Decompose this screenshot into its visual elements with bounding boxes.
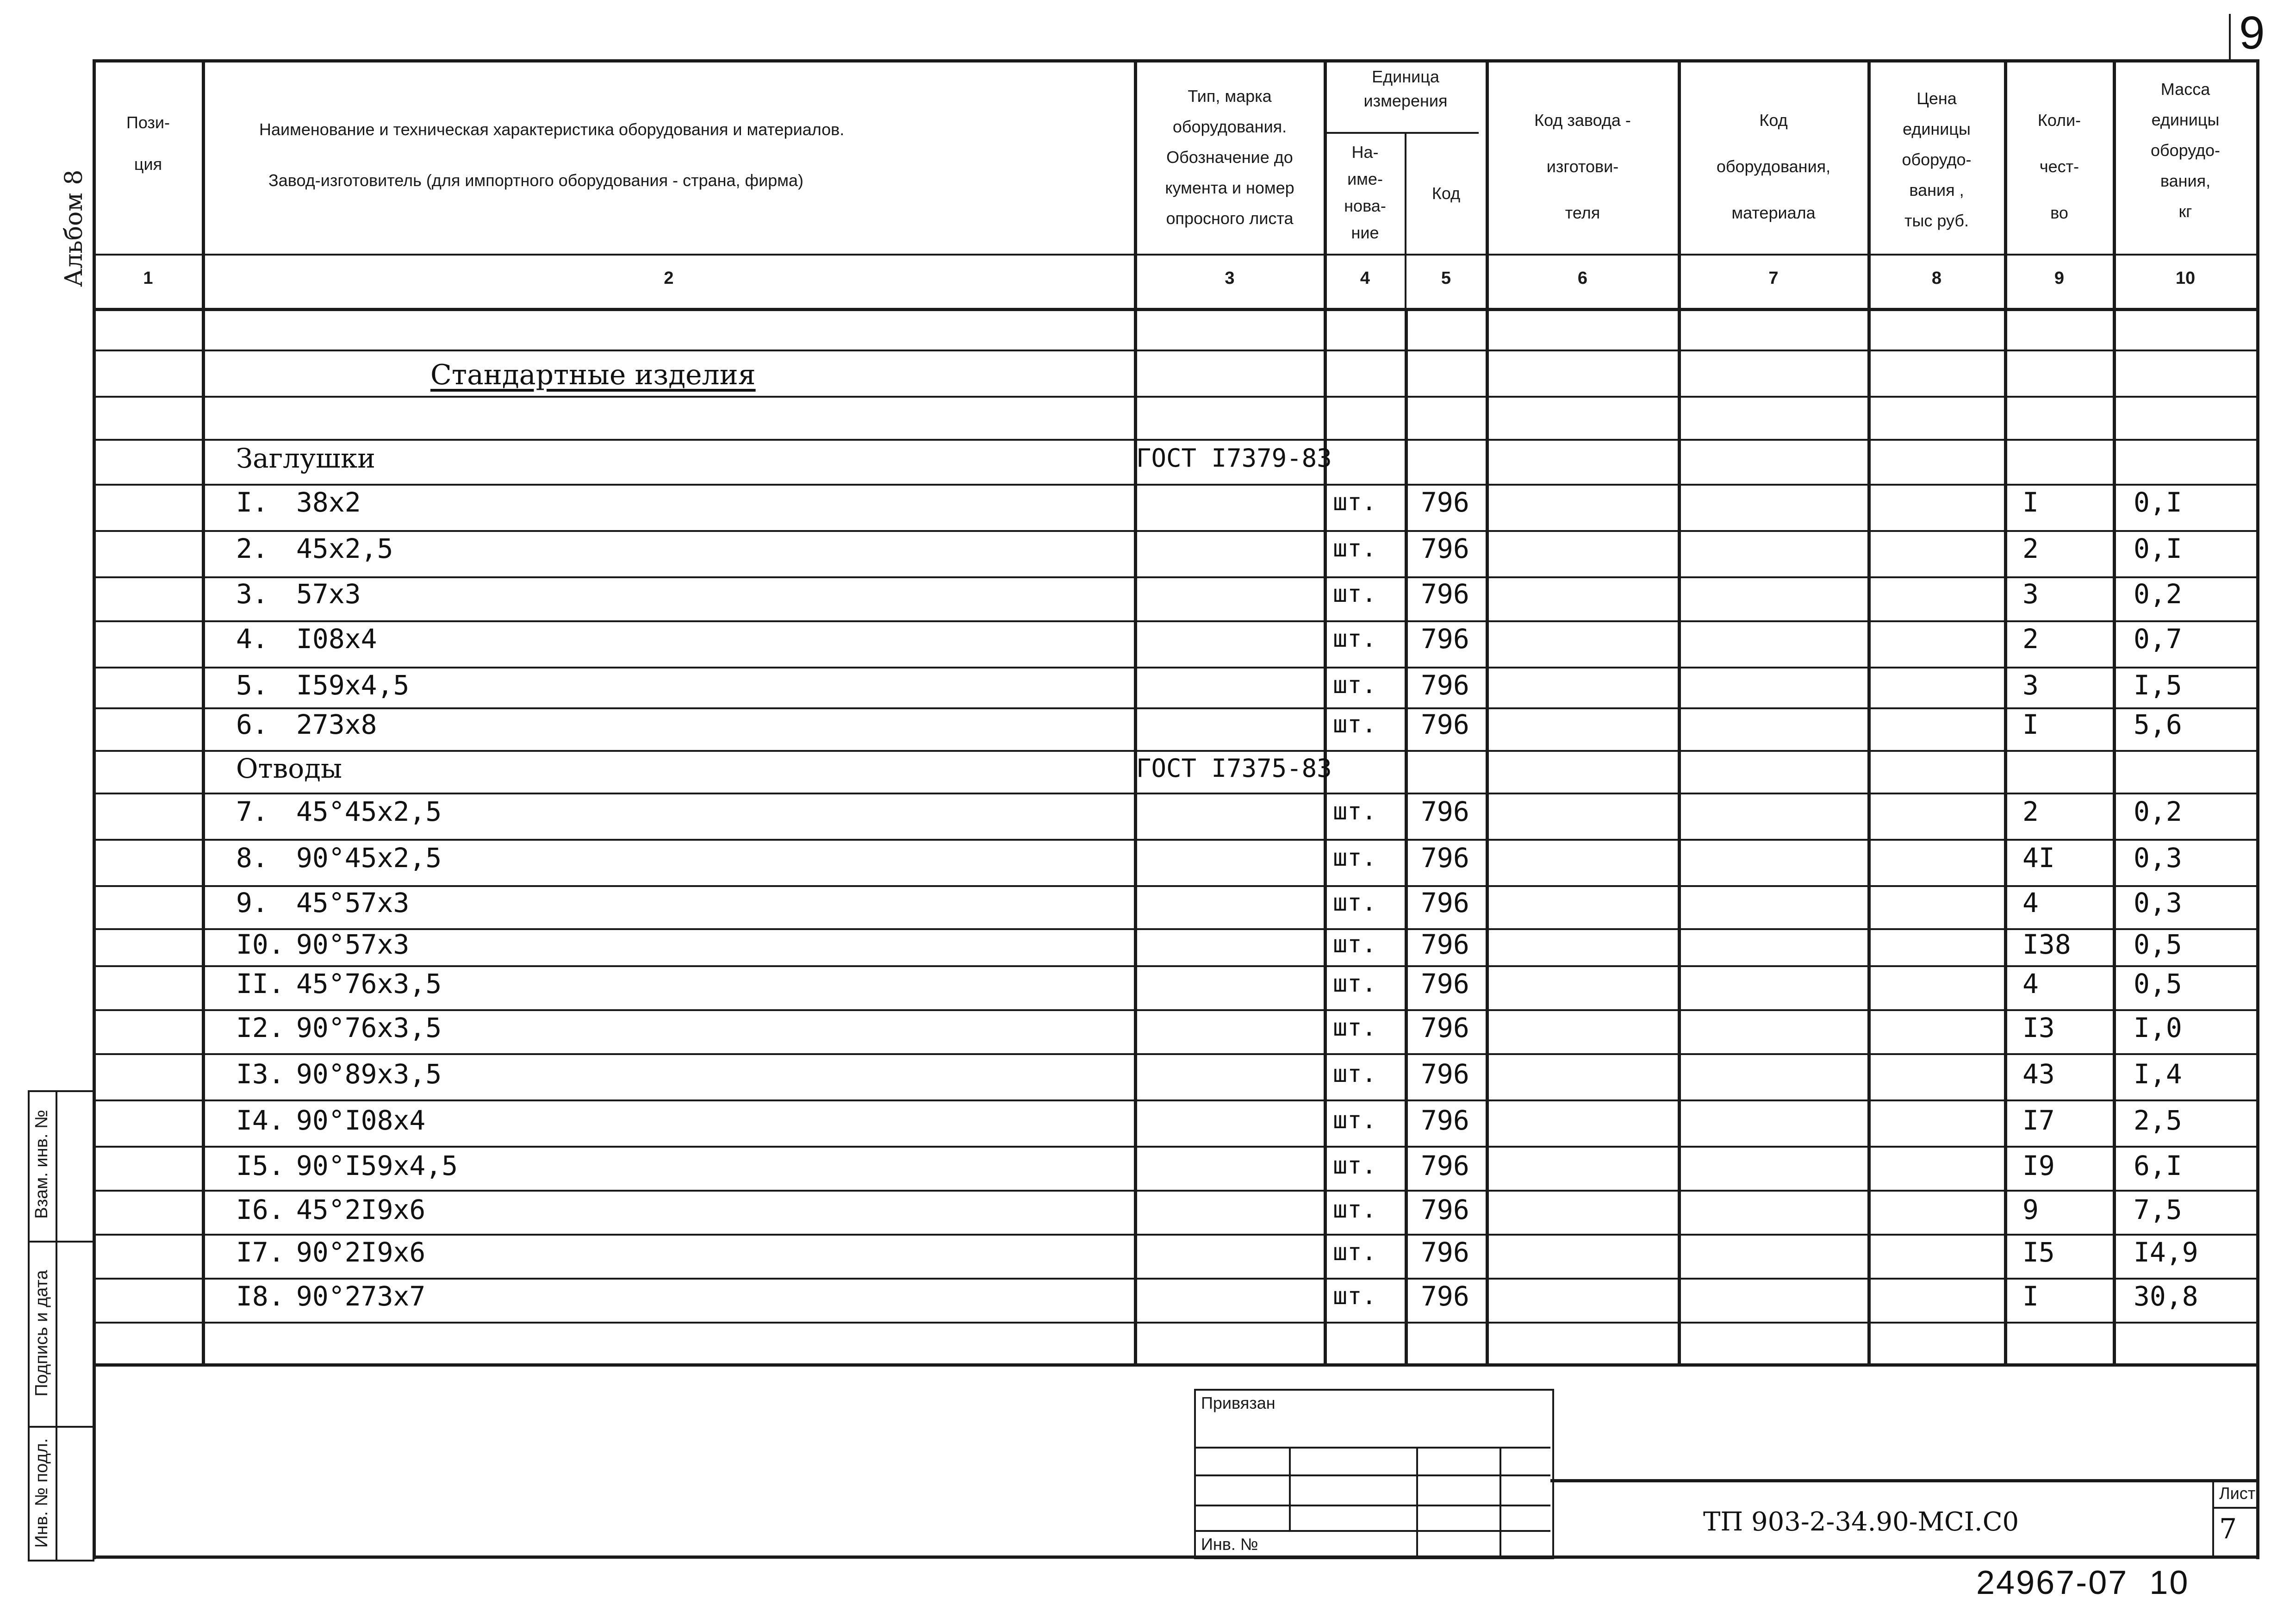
row-unit-code: 796	[1421, 623, 1469, 655]
archive-number: 24967-07 10	[1976, 1564, 2190, 1601]
row-position: I3.	[236, 1058, 285, 1090]
row-unit: шт.	[1333, 1196, 1376, 1224]
row-position: II.	[236, 968, 285, 999]
row-unit: шт.	[1333, 1152, 1376, 1180]
row-unit-code: 796	[1421, 578, 1469, 610]
row-description: 90°76х3,5	[296, 1012, 442, 1043]
col-num-1: 1	[143, 269, 153, 288]
corner-sheet-number: 9	[2239, 7, 2265, 59]
group-standard-bends: ГОСТ I7375-83	[1136, 754, 1332, 783]
row-unit-code: 796	[1421, 1280, 1469, 1312]
row-mass: 30,8	[2134, 1280, 2198, 1312]
hdr-factory-code-2: изготови-	[1546, 157, 1619, 176]
row-mass: I,0	[2134, 1012, 2182, 1043]
row-mass: 0,2	[2134, 796, 2182, 827]
row-unit: шт.	[1333, 1014, 1376, 1042]
hdr-factory-code-1: Код завода -	[1534, 111, 1631, 130]
hdr-position-1: Пози-	[126, 113, 170, 132]
row-quantity: I3	[2022, 1012, 2055, 1043]
hdr-unit-name-1: На-	[1351, 143, 1379, 162]
document-designation: ТП 903-2-34.90-МСI.С0	[1703, 1507, 2019, 1537]
col-num-8: 8	[1931, 269, 1942, 288]
hdr-unit-2: измерения	[1363, 91, 1448, 110]
inv-podl-label: Инв. № подл.	[32, 1438, 51, 1548]
row-quantity: 2	[2022, 623, 2039, 655]
hdr-quantity-3: во	[2050, 203, 2068, 222]
row-mass: 2,5	[2134, 1105, 2182, 1136]
sheet-label: Лист	[2219, 1484, 2256, 1503]
row-mass: 5,6	[2134, 709, 2182, 740]
row-description: 90°57х3	[296, 929, 410, 960]
row-description: 273х8	[296, 709, 377, 740]
col-num-5: 5	[1441, 269, 1451, 288]
row-position: 4.	[236, 623, 268, 655]
row-description: 38х2	[296, 487, 361, 518]
hdr-equipment-code-3: материала	[1731, 203, 1816, 222]
row-quantity: 4I	[2022, 842, 2055, 874]
vzam-inv-label: Взам. инв. №	[32, 1110, 51, 1219]
row-position: I6.	[236, 1194, 285, 1225]
row-mass: 7,5	[2134, 1194, 2182, 1225]
row-mass: 0,3	[2134, 887, 2182, 918]
hdr-type-4: кумента и номер	[1165, 178, 1294, 197]
row-quantity: 4	[2022, 968, 2039, 999]
row-quantity: I5	[2022, 1237, 2055, 1268]
row-unit: шт.	[1333, 844, 1376, 872]
hdr-quantity-1: Коли-	[2037, 111, 2081, 130]
row-unit-code: 796	[1421, 842, 1469, 874]
col-num-2: 2	[664, 269, 674, 288]
hdr-unit-name-4: ние	[1351, 223, 1379, 242]
row-mass: I,5	[2134, 669, 2182, 701]
hdr-type-2: оборудования.	[1172, 117, 1287, 136]
row-unit-code: 796	[1421, 1194, 1469, 1225]
col-num-10: 10	[2175, 269, 2196, 288]
row-position: 6.	[236, 709, 268, 740]
row-unit-code: 796	[1421, 1058, 1469, 1090]
hdr-type-3: Обозначение до	[1166, 148, 1293, 167]
row-quantity: 4	[2022, 887, 2039, 918]
row-quantity: 3	[2022, 669, 2039, 701]
hdr-equipment-code-1: Код	[1759, 111, 1788, 130]
row-unit: шт.	[1333, 711, 1376, 738]
col-num-3: 3	[1225, 269, 1235, 288]
row-unit-code: 796	[1421, 1237, 1469, 1268]
hdr-unit-code: Код	[1431, 184, 1461, 203]
row-position: I2.	[236, 1012, 285, 1043]
stamp-inv-label: Инв. №	[1201, 1535, 1258, 1554]
row-unit-code: 796	[1421, 533, 1469, 564]
row-mass: 0,I	[2134, 533, 2182, 564]
hdr-price-5: тыс руб.	[1904, 211, 1969, 230]
hdr-mass-1: Масса	[2160, 80, 2210, 99]
col-num-7: 7	[1768, 269, 1779, 288]
group-standard-plugs: ГОСТ I7379-83	[1136, 443, 1332, 473]
row-unit-code: 796	[1421, 1105, 1469, 1136]
row-unit-code: 796	[1421, 968, 1469, 999]
hdr-quantity-2: чест-	[2039, 157, 2079, 176]
row-position: I4.	[236, 1105, 285, 1136]
row-unit: шт.	[1333, 1106, 1376, 1134]
row-quantity: 2	[2022, 533, 2039, 564]
row-position: I8.	[236, 1280, 285, 1312]
row-mass: I4,9	[2134, 1237, 2198, 1268]
row-quantity: 3	[2022, 578, 2039, 610]
row-unit: шт.	[1333, 535, 1376, 562]
row-position: 7.	[236, 796, 268, 827]
row-unit: шт.	[1333, 625, 1376, 653]
row-position: 5.	[236, 669, 268, 701]
row-description: 90°89х3,5	[296, 1058, 442, 1090]
row-mass: 0,2	[2134, 578, 2182, 610]
row-description: I08х4	[296, 623, 377, 655]
row-quantity: I9	[2022, 1150, 2055, 1181]
row-quantity: 2	[2022, 796, 2039, 827]
podpis-data-label: Подпись и дата	[32, 1270, 51, 1397]
row-description: 90°273х7	[296, 1280, 426, 1312]
attached-label: Привязан	[1201, 1393, 1276, 1412]
row-description: 45°45х2,5	[296, 796, 442, 827]
row-unit: шт.	[1333, 580, 1376, 608]
row-unit: шт.	[1333, 488, 1376, 516]
row-unit-code: 796	[1421, 1012, 1469, 1043]
hdr-mass-4: вания,	[2160, 171, 2211, 190]
row-position: 2.	[236, 533, 268, 564]
row-unit: шт.	[1333, 889, 1376, 917]
row-unit-code: 796	[1421, 1150, 1469, 1181]
row-description: 90°I08х4	[296, 1105, 426, 1136]
sheet-number: 7	[2219, 1513, 2237, 1545]
row-mass: 0,5	[2134, 929, 2182, 960]
row-description: 45°76х3,5	[296, 968, 442, 999]
hdr-mass-2: единицы	[2151, 110, 2220, 129]
row-mass: 0,3	[2134, 842, 2182, 874]
row-unit-code: 796	[1421, 669, 1469, 701]
row-description: 45°2I9х6	[296, 1194, 426, 1225]
hdr-unit-1: Единица	[1372, 67, 1439, 86]
row-unit: шт.	[1333, 671, 1376, 699]
row-quantity: 9	[2022, 1194, 2039, 1225]
row-description: I59х4,5	[296, 669, 410, 701]
row-quantity: I	[2022, 1280, 2039, 1312]
col-num-9: 9	[2054, 269, 2065, 288]
row-mass: I,4	[2134, 1058, 2182, 1090]
row-unit-code: 796	[1421, 487, 1469, 518]
row-unit: шт.	[1333, 970, 1376, 998]
row-position: 9.	[236, 887, 268, 918]
row-quantity: I38	[2022, 929, 2071, 960]
row-mass: 0,I	[2134, 487, 2182, 518]
row-quantity: I7	[2022, 1105, 2055, 1136]
col-num-6: 6	[1577, 269, 1588, 288]
row-unit-code: 796	[1421, 887, 1469, 918]
row-description: 57х3	[296, 578, 361, 610]
row-unit: шт.	[1333, 1282, 1376, 1310]
row-description: 45х2,5	[296, 533, 393, 564]
group-title-plugs: Заглушки	[236, 443, 375, 474]
row-position: I7.	[236, 1237, 285, 1268]
row-unit: шт.	[1333, 798, 1376, 825]
row-unit-code: 796	[1421, 929, 1469, 960]
hdr-unit-name-3: нова-	[1344, 196, 1386, 215]
section-title: Стандартные изделия	[430, 359, 756, 391]
row-mass: 0,5	[2134, 968, 2182, 999]
hdr-price-4: вания ,	[1909, 181, 1964, 200]
row-mass: 0,7	[2134, 623, 2182, 655]
row-description: 90°2I9х6	[296, 1237, 426, 1268]
hdr-price-2: единицы	[1903, 119, 1971, 138]
hdr-price-3: оборудо-	[1902, 150, 1972, 169]
row-unit: шт.	[1333, 931, 1376, 958]
group-title-bends: Отводы	[236, 753, 342, 784]
hdr-factory-code-3: теля	[1565, 203, 1600, 222]
col-num-4: 4	[1360, 269, 1370, 288]
hdr-mass-3: оборудо-	[2150, 141, 2221, 160]
row-quantity: I	[2022, 487, 2039, 518]
row-position: 8.	[236, 842, 268, 874]
hdr-unit-name-2: име-	[1347, 169, 1383, 188]
row-description: 45°57х3	[296, 887, 410, 918]
row-unit: шт.	[1333, 1060, 1376, 1088]
hdr-type-5: опросного листа	[1166, 209, 1294, 228]
hdr-type-1: Тип, марка	[1188, 87, 1272, 106]
hdr-name: Наименование и техническая характеристика оборудования и материалов.	[259, 120, 845, 139]
row-quantity: 43	[2022, 1058, 2055, 1090]
row-description: 90°45х2,5	[296, 842, 442, 874]
row-unit: шт.	[1333, 1238, 1376, 1266]
row-mass: 6,I	[2134, 1150, 2182, 1181]
hdr-position-2: ция	[134, 155, 162, 174]
row-quantity: I	[2022, 709, 2039, 740]
hdr-manufacturer: Завод-изготовитель (для импортного оборудования - страна, фирма)	[268, 171, 804, 190]
row-position: I5.	[236, 1150, 285, 1181]
row-unit-code: 796	[1421, 709, 1469, 740]
hdr-price-1: Цена	[1916, 89, 1957, 108]
row-unit-code: 796	[1421, 796, 1469, 827]
hdr-equipment-code-2: оборудования,	[1716, 157, 1831, 176]
hdr-mass-5: кг	[2178, 202, 2192, 221]
album-label: Альбом 8	[60, 169, 88, 287]
row-description: 90°I59х4,5	[296, 1150, 458, 1181]
row-position: 3.	[236, 578, 268, 610]
row-position: I0.	[236, 929, 285, 960]
row-position: I.	[236, 487, 268, 518]
